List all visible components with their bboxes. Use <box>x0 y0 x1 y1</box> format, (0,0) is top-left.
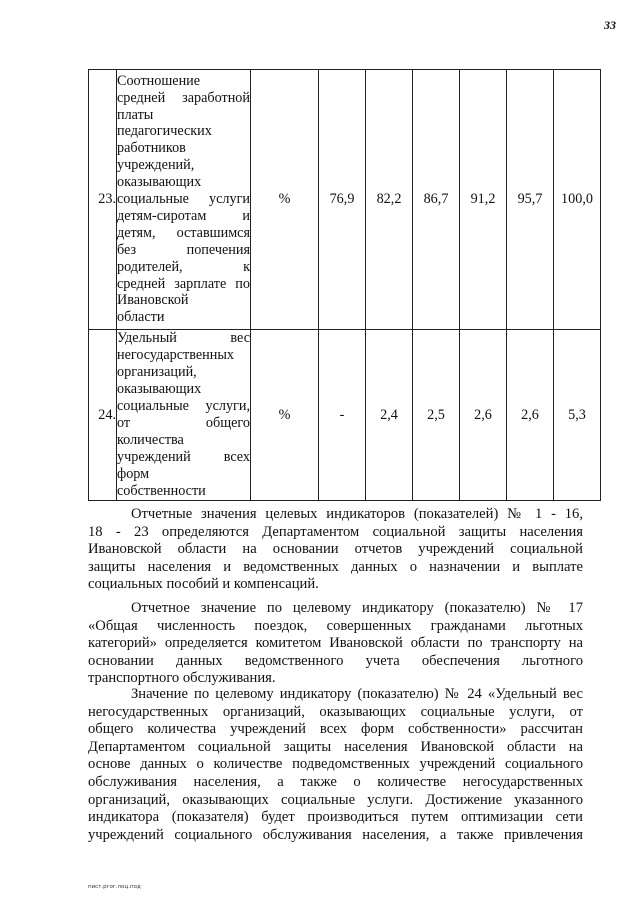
value-cell: 2,6 <box>507 330 554 501</box>
indicator-name <box>117 330 251 501</box>
indicator-name-line: работников <box>117 140 186 157</box>
indicator-name-line: детям, оставшимся <box>117 224 250 241</box>
value-cell: 91,2 <box>460 70 507 330</box>
indicator-name-line: области <box>117 309 165 326</box>
indicator-name-line: социальные услуги <box>117 191 250 208</box>
indicator-name-line: форм <box>117 465 150 482</box>
indicator-name-line: платы <box>117 106 154 123</box>
indicator-name-line: Удельный вес <box>117 330 250 347</box>
unit-cell: % <box>251 70 319 330</box>
paragraph-line: основании данных ведомственного учета обеспечения льготного <box>88 652 583 669</box>
paragraph-line: социальных пособий и компенсаций. <box>88 576 319 593</box>
indicator-name <box>117 70 251 330</box>
paragraph-line: Отчетное значение по целевому индикатору (показателю) № 17 <box>131 600 583 616</box>
value-cell: 100,0 <box>554 70 601 330</box>
paragraph-line: негосударственных организаций, оказывающих социальные услуги, от <box>88 703 583 720</box>
indicator-name-line: собственности <box>117 482 206 499</box>
indicator-name-line: негосударственных <box>117 347 234 364</box>
indicator-name-line: родителей, к <box>117 258 250 275</box>
table-row <box>89 70 601 330</box>
indicator-name-line: детям-сиротам и <box>117 207 250 224</box>
indicator-name-line: Соотношение <box>117 72 201 89</box>
indicators-table <box>88 69 601 501</box>
indicator-name-line: Ивановской <box>117 292 189 309</box>
indicator-name-line: от общего <box>117 415 250 431</box>
paragraph-line: организаций, оказывающих социальные услуги. Достижение указанного <box>88 791 583 808</box>
paragraph-line: 18 - 23 определяются Департаментом социальной защиты населения <box>88 523 583 540</box>
page-number: 33 <box>604 18 616 32</box>
paragraph-line: Ивановской области на основании отчетов учреждений социальной <box>88 541 583 558</box>
paragraph-line: транспортного обслуживания. <box>88 670 276 687</box>
paragraph-line: учреждений социального обслуживания населения, а также привлечения <box>88 826 583 843</box>
value-cell: 2,5 <box>413 330 460 501</box>
indicator-name-line: социальные услуги, <box>117 398 250 415</box>
indicator-name-line: учреждений всех <box>117 448 250 465</box>
indicator-name-line: без попечения <box>117 241 250 258</box>
paragraph-line: индикатора (показателя) будет производиться путем оптимизации сети <box>88 809 583 826</box>
footer-file-mark: пист.ргог.поц.под <box>88 884 141 890</box>
indicator-name-line: организаций, <box>117 364 197 381</box>
paragraph-line: категорий» определяется комитетом Ивановской области по транспорту на <box>88 635 583 652</box>
row-number: 24. <box>89 330 117 501</box>
paragraph-line: основе данных о количестве подведомственных учреждений социального <box>88 756 583 773</box>
paragraph-line: обслуживания населения, а также о количестве негосударственных <box>88 773 583 790</box>
indicator-name-line: оказывающих <box>117 174 202 191</box>
row-number: 23. <box>89 70 117 330</box>
paragraph-line: «Общая численность поездок, совершенных гражданами льготных <box>88 617 583 634</box>
paragraph-line: защиты населения и ведомственных данных о назначении и выплате <box>88 558 583 575</box>
paragraph-reporting-17 <box>88 600 583 688</box>
paragraph-line: общего количества учреждений всех форм собственности» рассчитан <box>88 721 583 738</box>
indicator-name-line: количества <box>117 431 184 448</box>
value-cell: 82,2 <box>366 70 413 330</box>
indicator-name-line: оказывающих <box>117 381 202 398</box>
value-cell: - <box>319 330 366 501</box>
unit-cell: % <box>251 330 319 501</box>
paragraph-line: Департаментом социальной защиты населения Ивановской области на <box>88 738 583 755</box>
indicator-name-line: средней заработной <box>117 89 250 106</box>
indicator-name-line: средней зарплате по <box>117 275 250 292</box>
paragraph-indicator-24 <box>88 686 583 844</box>
value-cell: 5,3 <box>554 330 601 501</box>
value-cell: 76,9 <box>319 70 366 330</box>
value-cell: 2,6 <box>460 330 507 501</box>
paragraph-reporting-1-23 <box>88 506 583 594</box>
value-cell: 86,7 <box>413 70 460 330</box>
value-cell: 95,7 <box>507 70 554 330</box>
value-cell: 2,4 <box>366 330 413 501</box>
table-row <box>89 330 601 501</box>
indicator-name-line: учреждений, <box>117 157 195 174</box>
paragraph-line: Значение по целевому индикатору (показателю) № 24 «Удельный вес <box>131 686 583 702</box>
paragraph-line: Отчетные значения целевых индикаторов (показателей) № 1 - 16, <box>131 506 583 522</box>
indicator-name-line: педагогических <box>117 123 212 140</box>
